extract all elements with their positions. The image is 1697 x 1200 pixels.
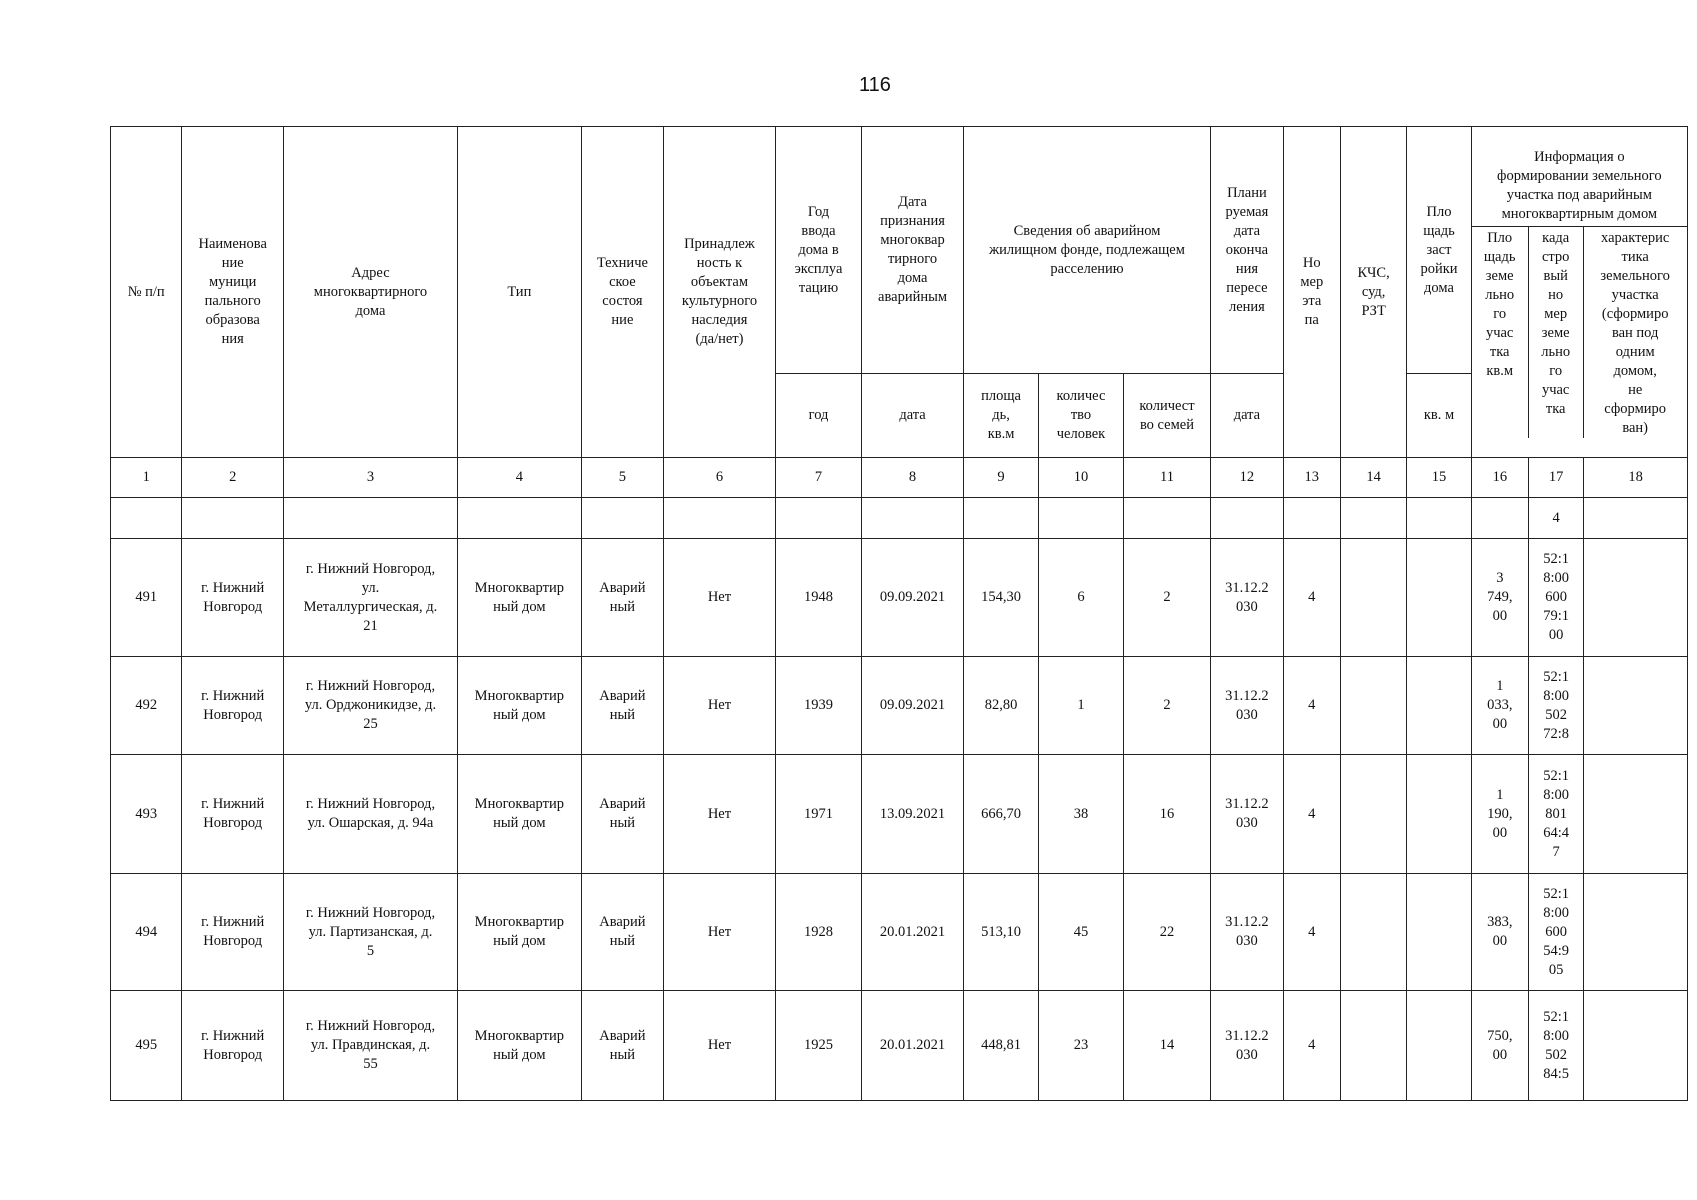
header-type: Тип [457,127,581,458]
cell-building-area [1407,657,1471,755]
col-number: 9 [963,458,1038,498]
emergency-housing-table [110,126,1688,1101]
table-row [111,991,1688,1101]
cell-building-area [1407,539,1471,657]
cell-kchs [1340,874,1406,991]
header-land-info: Информация о формировании земельного участка под аварийным многоквартирным домом [1472,146,1687,227]
cell-year: 1939 [775,657,861,755]
table-row [111,657,1688,755]
cell-date: 13.09.2021 [862,755,964,874]
cell-num: 491 [111,539,182,657]
header-sub-families: количест во семей [1123,374,1211,458]
table-body [111,498,1688,1101]
cell-land-area: 3 749, 00 [1471,539,1528,657]
header-stage: Но мер эта па [1283,127,1340,458]
table-row [111,874,1688,991]
cell-stage: 4 [1283,755,1340,874]
cell-state: Аварий ный [581,874,663,991]
cell-year: 1971 [775,755,861,874]
col-number: 8 [862,458,964,498]
cell-land-area: 750, 00 [1471,991,1528,1101]
cell-address: г. Нижний Новгород, ул. Металлургическая, д. 21 [283,539,457,657]
col-number: 5 [581,458,663,498]
cell-cadastral: 52:1 8:00 502 72:8 [1528,657,1583,755]
cell-cadastral: 52:1 8:00 801 64:4 7 [1528,755,1583,874]
cell-people: 6 [1039,539,1123,657]
cell-area: 82,80 [963,657,1038,755]
header-fund-info: Сведения об аварийном жилищном фонде, подлежащем расселению [963,127,1210,374]
cell-building-area [1407,991,1471,1101]
cell-area: 448,81 [963,991,1038,1101]
cell-heritage: Нет [664,755,776,874]
cell-kchs [1340,657,1406,755]
cell-heritage: Нет [664,991,776,1101]
col-number: 16 [1471,458,1528,498]
col-number: 18 [1584,458,1688,498]
cell-cadastral: 52:1 8:00 502 84:5 [1528,991,1583,1101]
cell-land-char [1584,755,1688,874]
cell-people: 38 [1039,755,1123,874]
cell-type: Многоквартир ный дом [457,874,581,991]
col-number: 15 [1407,458,1471,498]
cell-land-char [1584,991,1688,1101]
cell-stage: 4 [1283,991,1340,1101]
header-year-built: Год ввода дома в эксплуа тацию [775,127,861,374]
cell-municipality: г. Нижний Новгород [182,657,284,755]
col-number: 10 [1039,458,1123,498]
header-unit-land: кв.м [1486,363,1514,379]
col-number: 12 [1211,458,1283,498]
cell-municipality: г. Нижний Новгород [182,874,284,991]
header-sub-planned: дата [1211,374,1283,458]
cell-land-char [1584,539,1688,657]
cell-date: 20.01.2021 [862,991,964,1101]
cell-families: 16 [1123,755,1211,874]
header-address: Адрес многоквартирного дома [283,127,457,458]
col-number: 11 [1123,458,1211,498]
header-building-area: Пло щадь заст ройки дома [1407,127,1471,374]
header-land-area: Пло щадь земе льно го учас тка кв.м [1472,227,1529,438]
column-number-row [111,458,1688,498]
col-number: 2 [182,458,284,498]
col-number: 6 [664,458,776,498]
header-land-group [1471,127,1687,458]
cell-type: Многоквартир ный дом [457,539,581,657]
cell-families: 22 [1123,874,1211,991]
cell-year: 1948 [775,539,861,657]
cell-land-area: 383, 00 [1471,874,1528,991]
header-cadastral: када стро вый но мер земе льно го учас тка [1529,227,1584,438]
cell-type: Многоквартир ный дом [457,755,581,874]
col-number: 4 [457,458,581,498]
cell-municipality: г. Нижний Новгород [182,755,284,874]
cell-cadastral: 52:1 8:00 600 79:1 00 [1528,539,1583,657]
cell-stage: 4 [1283,539,1340,657]
cell-area: 154,30 [963,539,1038,657]
cell-land-area: 1 190, 00 [1471,755,1528,874]
header-date-recognized: Дата признания многоквар тирного дома аварийным [862,127,964,374]
table-header [111,127,1688,498]
cell-kchs [1340,539,1406,657]
header-kchs: КЧС, суд, РЗТ [1340,127,1406,458]
cell-planned: 31.12.2 030 [1211,539,1283,657]
cell-state: Аварий ный [581,755,663,874]
cell-planned: 31.12.2 030 [1211,657,1283,755]
cell-planned: 31.12.2 030 [1211,755,1283,874]
cell-cadastral: 52:1 8:00 600 54:9 05 [1528,874,1583,991]
header-sub-area: площа дь, кв.м [963,374,1038,458]
cell-people: 23 [1039,991,1123,1101]
cell-state: Аварий ный [581,991,663,1101]
blank-row-value: 4 [1528,498,1583,539]
cell-families: 2 [1123,657,1211,755]
cell-num: 494 [111,874,182,991]
cell-num: 493 [111,755,182,874]
cell-land-char [1584,657,1688,755]
cell-year: 1928 [775,874,861,991]
col-number: 14 [1340,458,1406,498]
cell-land-area: 1 033, 00 [1471,657,1528,755]
cell-num: 495 [111,991,182,1101]
cell-address: г. Нижний Новгород, ул. Ошарская, д. 94а [283,755,457,874]
cell-heritage: Нет [664,874,776,991]
table-row [111,755,1688,874]
cell-address: г. Нижний Новгород, ул. Орджоникидзе, д. 25 [283,657,457,755]
cell-state: Аварий ный [581,657,663,755]
cell-building-area [1407,874,1471,991]
cell-land-char [1584,874,1688,991]
cell-date: 09.09.2021 [862,657,964,755]
cell-planned: 31.12.2 030 [1211,874,1283,991]
table-row [111,539,1688,657]
cell-municipality: г. Нижний Новгород [182,539,284,657]
cell-date: 09.09.2021 [862,539,964,657]
cell-people: 1 [1039,657,1123,755]
cell-kchs [1340,755,1406,874]
table-row-blank [111,498,1688,539]
cell-heritage: Нет [664,539,776,657]
cell-num: 492 [111,657,182,755]
header-planned-date: Плани руемая дата оконча ния пересе ления [1211,127,1283,374]
header-tech-state: Техниче ское состоя ние [581,127,663,458]
header-municipality: Наименова ние муници пального образова ния [182,127,284,458]
cell-kchs [1340,991,1406,1101]
cell-municipality: г. Нижний Новгород [182,991,284,1101]
cell-year: 1925 [775,991,861,1101]
col-number: 13 [1283,458,1340,498]
header-unit-building: кв. м [1407,374,1471,458]
cell-stage: 4 [1283,874,1340,991]
cell-families: 14 [1123,991,1211,1101]
cell-stage: 4 [1283,657,1340,755]
header-sub-year: год [775,374,861,458]
cell-type: Многоквартир ный дом [457,657,581,755]
header-heritage: Принадлеж ность к объектам культурного наследия (да/нет) [664,127,776,458]
cell-heritage: Нет [664,657,776,755]
header-num: № п/п [111,127,182,458]
col-number: 3 [283,458,457,498]
header-sub-people: количес тво человек [1039,374,1123,458]
cell-planned: 31.12.2 030 [1211,991,1283,1101]
header-land-char: характерис тика земельного участка (сформиро ван под одним домом, не сформиро ван) [1600,230,1670,436]
cell-type: Многоквартир ный дом [457,991,581,1101]
cell-state: Аварий ный [581,539,663,657]
cell-date: 20.01.2021 [862,874,964,991]
cell-area: 666,70 [963,755,1038,874]
col-number: 7 [775,458,861,498]
cell-address: г. Нижний Новгород, ул. Партизанская, д. 5 [283,874,457,991]
cell-building-area [1407,755,1471,874]
col-number: 17 [1528,458,1583,498]
cell-address: г. Нижний Новгород, ул. Правдинская, д. 55 [283,991,457,1101]
cell-area: 513,10 [963,874,1038,991]
page-number: 116 [859,74,891,96]
cell-families: 2 [1123,539,1211,657]
col-number: 1 [111,458,182,498]
header-sub-date: дата [862,374,964,458]
cell-people: 45 [1039,874,1123,991]
